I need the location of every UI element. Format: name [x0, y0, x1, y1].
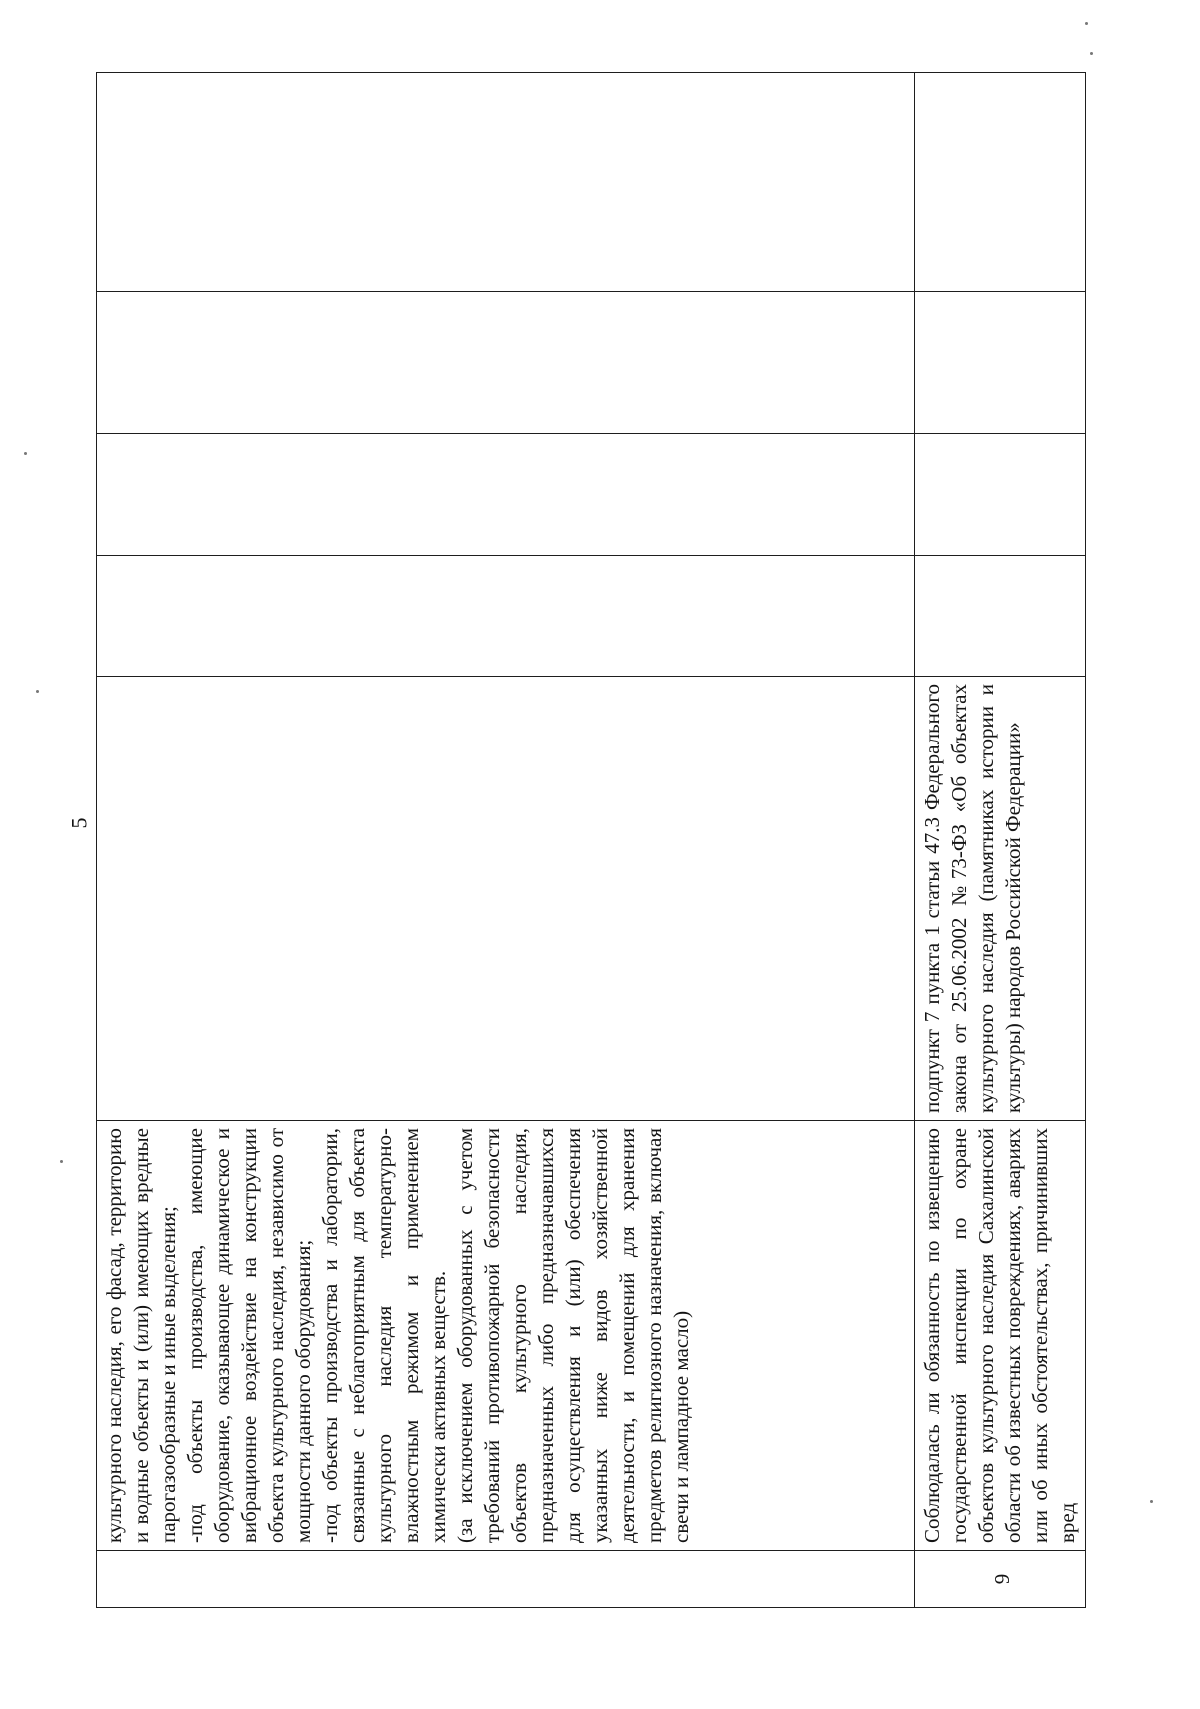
answer-cell: [97, 434, 915, 556]
legal-reference-cell: [97, 677, 915, 1121]
question-paragraph: -под объекты производства, имеющие оборудование, оказывающее динамическое и вибрационное воздействие на конструкции объекта культурного наследия, независимо от мощности данного оборудования;: [183, 1128, 315, 1543]
scan-speck: [1085, 22, 1088, 25]
answer-cell: [97, 556, 915, 677]
scan-speck: [1150, 1500, 1153, 1503]
legal-reference-cell: подпункт 7 пункта 1 статьи 47.3 Федерального закона от 25.06.2002 №73-ФЗ «Об объектах культурного наследия (памятниках истории и культуры) народов Российской Федерации»: [915, 677, 1086, 1121]
answer-cell: [915, 556, 1086, 677]
question-paragraph: культурного наследия, его фасад, территорию и водные объекты и (или) имеющих вредные парогазообразные и иные выделения;: [102, 1128, 180, 1543]
question-cell: [97, 1121, 915, 1551]
answer-cell: [97, 292, 915, 434]
table-row: [915, 73, 1086, 1608]
checklist-table-rotated: [96, 73, 1079, 1608]
answer-cell: [915, 434, 1086, 556]
answer-cell: [915, 292, 1086, 434]
scan-speck: [36, 690, 39, 693]
page-number: 5: [66, 817, 92, 829]
scan-speck: [24, 452, 27, 455]
row-number-cell: [97, 1551, 915, 1608]
question-paragraph: -под объекты производства и лаборатории, связанные с неблагоприятным для объекта культурного наследия температурно-влажностным режимом и применением химически активных веществ.: [318, 1128, 450, 1543]
scan-speck: [60, 1160, 63, 1163]
checklist-table: [96, 72, 1086, 1608]
note-cell: [915, 73, 1086, 292]
note-cell: [97, 73, 915, 292]
row-number-cell: 9: [915, 1551, 1086, 1608]
question-cell: Соблюдалась ли обязанность по извещению государственной инспекции по охране объектов культурного наследия Сахалинской области об известных повреждениях, авариях или об иных обстоятельствах, причинивших вред: [915, 1121, 1086, 1551]
question-paragraph: (за исключением оборудованных с учетом требований противопожарной безопасности объектов культурного наследия, предназначенных либо предназначавшихся для осуществления и (или) обеспечения указанных ниже видов хозяйственной деятельности, и помещений для хранения предметов религиозного назначения, включая свечи и лампадное масло): [453, 1128, 693, 1543]
table-row: [97, 73, 915, 1608]
scan-speck: [1090, 52, 1093, 55]
